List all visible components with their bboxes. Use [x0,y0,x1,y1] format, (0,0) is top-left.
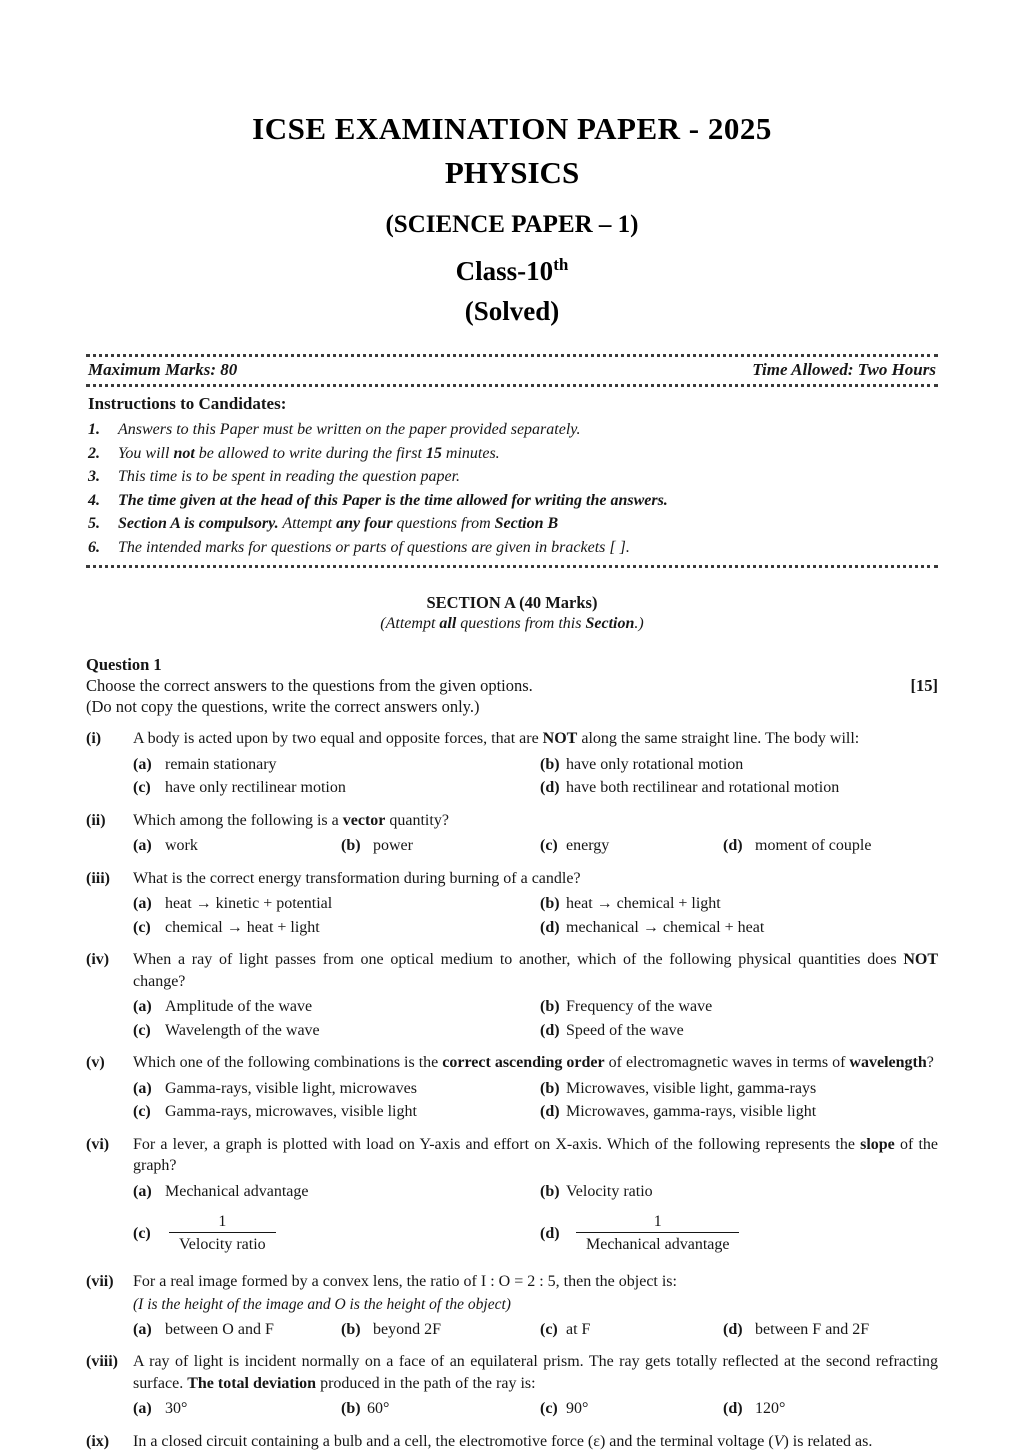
option-a [133,996,540,1018]
question-text: For a real image formed by a convex lens, the ratio of I : O = 2 : 5, then the object is: [133,1271,938,1293]
question-item-iv [86,949,938,1041]
option-b [540,1181,938,1203]
question-number: (iv) [86,949,133,1041]
option-text: Velocity ratio [566,1183,653,1200]
exam-title: ICSE EXAMINATION PAPER - 2025 [86,110,938,148]
question-text: What is the correct energy transformation during burning of a candle? [133,868,938,890]
option-text: beyond 2F [373,1321,441,1338]
option-label: (a) [133,1181,159,1203]
option-label: (b) [540,754,566,776]
option-c [133,777,540,799]
option-label: (d) [540,777,566,799]
option-label: (c) [133,777,159,799]
option-d [540,1020,938,1042]
question-item-i [86,728,938,799]
question1-marks: [15] [911,675,939,696]
time-allowed: Time Allowed: Two Hours [752,360,936,380]
instruction-item [86,512,938,536]
fraction [169,1212,276,1256]
option-text: Amplitude of the wave [165,998,312,1015]
solved-label: (Solved) [86,295,938,327]
option-text: Microwaves, visible light, gamma-rays [566,1080,816,1097]
option-b [341,1398,540,1420]
option-label: (d) [540,917,566,939]
option-label: (a) [133,996,159,1018]
question-item-v [86,1052,938,1123]
option-text: Frequency of the wave [566,998,712,1015]
option-a [133,1181,540,1203]
question1-intro-row [86,675,938,696]
option-text: work [165,837,198,854]
option-text: Wavelength of the wave [165,1022,320,1039]
instruction-number: 1. [88,418,118,442]
question-body [133,728,938,799]
divider-mid [86,384,938,387]
option-c [133,1020,540,1042]
option-label: (d) [723,835,749,857]
option-text: moment of couple [755,837,871,854]
option-text: at F [566,1321,590,1338]
option-d [723,1319,938,1341]
question-body [133,810,938,857]
option-label: (d) [540,1020,566,1042]
question-note: (I is the height of the image and O is the height of the object) [133,1294,938,1315]
instruction-text: Answers to this Paper must be written on the paper provided separately. [118,418,938,442]
option-text: mechanical → chemical + heat [566,919,764,936]
instruction-text: Section A is compulsory. Attempt any four questions from Section B [118,512,938,536]
question-body [133,1351,938,1420]
option-label: (c) [540,1319,566,1341]
question-text: A ray of light is incident normally on a face of an equilateral prism. The ray gets totally reflected at the second refracting surface. The total deviation produced in the path of the ray is: [133,1351,938,1394]
question1-intro: Choose the correct answers to the questions from the given options. [86,675,533,696]
option-d [540,777,938,799]
option-label: (c) [540,1398,566,1420]
question-body [133,868,938,939]
question-text: For a lever, a graph is plotted with load on Y-axis and effort on X-axis. Which of the following represents the slope of the graph? [133,1134,938,1177]
question-text: In a closed circuit containing a bulb and a cell, the electromotive force (ε) and the terminal voltage (V) is related as. [133,1431,938,1452]
option-b [540,754,938,776]
option-text: have both rectilinear and rotational motion [566,779,839,796]
option-text: between F and 2F [755,1321,869,1338]
option-b [540,1078,938,1100]
options-grid [133,1398,938,1420]
question1-heading: Question 1 [86,655,938,675]
option-text: Microwaves, gamma-rays, visible light [566,1103,816,1120]
option-label: (b) [341,835,367,857]
options-fraction-row [133,1212,938,1256]
question-item-ii [86,810,938,857]
option-text: Mechanical advantage [165,1183,308,1200]
options-grid [133,754,938,799]
options-grid [133,893,938,938]
section-subtitle: (Attempt all questions from this Section.) [86,613,938,634]
option-label: (a) [133,1078,159,1100]
option-b [341,1319,540,1341]
option-d [540,917,938,939]
option-text: 90° [566,1400,588,1417]
option-text: energy [566,837,609,854]
question-number: (ii) [86,810,133,857]
class-ordinal: th [553,255,568,274]
option-a [133,1078,540,1100]
section-title: SECTION A (40 Marks) [86,593,938,613]
question-item-vii [86,1271,938,1340]
question1-note: (Do not copy the questions, write the correct answers only.) [86,696,938,717]
instruction-item [86,418,938,442]
question-number: (ix) [86,1431,133,1452]
page-content [86,0,938,1452]
option-text: chemical → heat + light [165,919,320,936]
option-text: have only rotational motion [566,756,743,773]
options-grid [133,1319,938,1341]
options-grid [133,835,938,857]
option-b [540,996,938,1018]
option-label: (a) [133,754,159,776]
option-label: (a) [133,1398,159,1420]
question-item-viii [86,1351,938,1420]
option-label: (b) [540,1181,566,1203]
question-item-iii [86,868,938,939]
option-c [540,1319,723,1341]
question-text: When a ray of light passes from one optical medium to another, which of the following physical quantities does NOT change? [133,949,938,992]
option-d [540,1101,938,1123]
meta-row [86,357,938,384]
option-label: (a) [133,1319,159,1341]
subject-title: PHYSICS [86,154,938,192]
option-text: remain stationary [165,756,277,773]
options-grid [133,1181,938,1203]
option-text: heat → kinetic + potential [165,895,332,912]
question-number: (viii) [86,1351,133,1420]
option-label: (c) [133,1225,159,1243]
instruction-item [86,489,938,513]
option-label: (c) [133,1101,159,1123]
option-label: (d) [540,1225,566,1243]
instructions-list [86,418,938,559]
fraction-numerator: 1 [576,1212,739,1232]
question-body [133,1271,938,1340]
option-label: (a) [133,893,159,915]
instruction-text: The time given at the head of this Paper is the time allowed for writing the answers. [118,489,938,513]
class-base: Class-10 [456,256,554,286]
option-d [723,835,938,857]
option-text: power [373,837,413,854]
option-label: (b) [540,893,566,915]
question-text: Which among the following is a vector quantity? [133,810,938,832]
question-body [133,1431,938,1452]
option-text: heat → chemical + light [566,895,721,912]
instruction-item [86,465,938,489]
option-a [133,1398,341,1420]
paper-subtitle: (SCIENCE PAPER – 1) [86,210,938,240]
option-label: (c) [540,835,566,857]
option-text: between O and F [165,1321,274,1338]
option-label: (c) [133,1020,159,1042]
fraction-denominator: Velocity ratio [169,1232,276,1256]
instruction-number: 6. [88,536,118,560]
option-c [540,1398,723,1420]
question-item-ix [86,1431,938,1452]
option-text: Gamma-rays, microwaves, visible light [165,1103,417,1120]
instruction-text: You will not be allowed to write during the first 15 minutes. [118,442,938,466]
option-text: Gamma-rays, visible light, microwaves [165,1080,417,1097]
instructions-heading: Instructions to Candidates: [86,394,938,414]
option-label: (b) [341,1398,367,1420]
option-a [133,1319,341,1341]
instruction-number: 2. [88,442,118,466]
option-label: (d) [723,1398,749,1420]
option-label: (b) [341,1319,367,1341]
option-c [133,1101,540,1123]
option-label: (c) [133,917,159,939]
option-c [133,917,540,939]
fraction-denominator: Mechanical advantage [576,1232,739,1256]
option-d [723,1398,938,1420]
option-label: (d) [540,1101,566,1123]
option-label: (d) [723,1319,749,1341]
question-item-vi [86,1134,938,1261]
max-marks: Maximum Marks: 80 [88,360,237,380]
options-grid [133,996,938,1041]
instruction-number: 5. [88,512,118,536]
option-b [540,893,938,915]
question-text: Which one of the following combinations is the correct ascending order of electromagnetic waves in terms of wavelength? [133,1052,938,1074]
question-text: A body is acted upon by two equal and opposite forces, that are NOT along the same straight line. The body will: [133,728,938,750]
option-c [133,1212,540,1256]
option-label: (b) [540,996,566,1018]
option-a [133,835,341,857]
question-body [133,1134,938,1261]
option-text: Speed of the wave [566,1022,684,1039]
class-line [86,249,938,287]
option-text: 120° [755,1400,785,1417]
option-c [540,835,723,857]
instruction-item [86,442,938,466]
question-number: (vii) [86,1271,133,1340]
question-body [133,1052,938,1123]
instruction-item [86,536,938,560]
question-number: (v) [86,1052,133,1123]
option-d [540,1212,938,1256]
question-body [133,949,938,1041]
instruction-text: This time is to be spent in reading the question paper. [118,465,938,489]
instruction-number: 4. [88,489,118,513]
question-number: (iii) [86,868,133,939]
instruction-text: The intended marks for questions or parts of questions are given in brackets [ ]. [118,536,938,560]
question-number: (i) [86,728,133,799]
option-text: 30° [165,1400,187,1417]
fraction-numerator: 1 [169,1212,276,1232]
fraction [576,1212,739,1256]
option-text: have only rectilinear motion [165,779,346,796]
options-grid [133,1078,938,1123]
instruction-number: 3. [88,465,118,489]
option-label: (b) [540,1078,566,1100]
option-a [133,754,540,776]
option-a [133,893,540,915]
divider-bottom [86,565,938,568]
option-b [341,835,540,857]
option-label: (a) [133,835,159,857]
option-text: 60° [367,1400,389,1417]
question-number: (vi) [86,1134,133,1261]
